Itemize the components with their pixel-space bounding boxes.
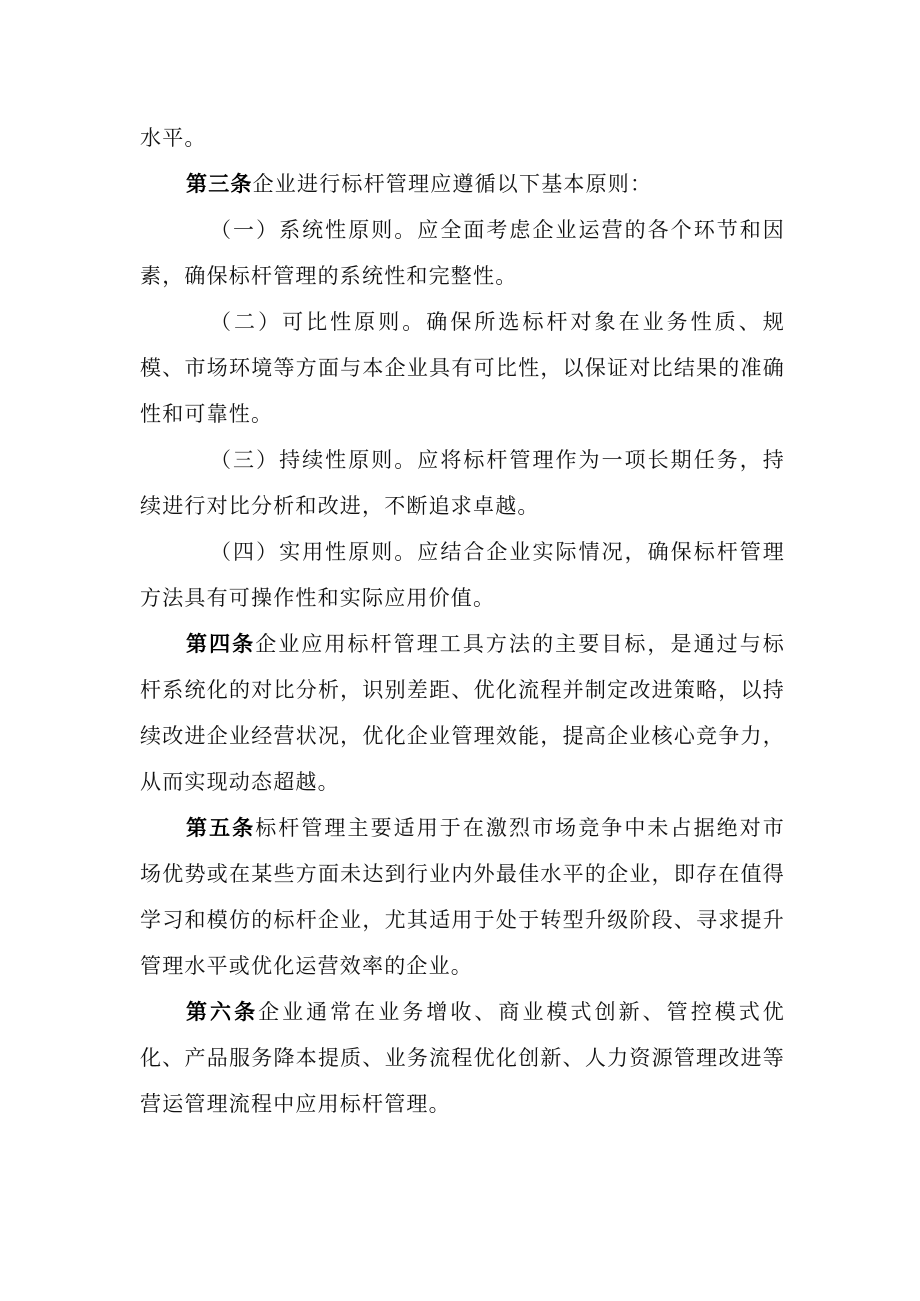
article-4	[140, 621, 785, 805]
principle-item-1: （一）系统性原则。应全面考虑企业运营的各个环节和因素，确保标杆管理的系统性和完整性。	[140, 218, 785, 288]
article-3-number: 第三条	[186, 172, 253, 196]
article-5-number: 第五条	[186, 816, 256, 840]
article-6-number: 第六条	[186, 1000, 259, 1024]
article-6-text: 企业通常在业务增收、商业模式创新、管控模式优化、产品服务降本提质、业务流程优化创新、人力资源管理改进等营运管理流程中应用标杆管理。	[140, 1000, 785, 1116]
principle-item-2: （二）可比性原则。确保所选标杆对象在业务性质、规模、市场环境等方面与本企业具有可比性，以保证对比结果的准确性和可靠性。	[140, 310, 785, 426]
article-5-text: 标杆管理主要适用于在激烈市场竞争中未占据绝对市场优势或在某些方面未达到行业内外最佳水平的企业，即存在值得学习和模仿的标杆企业，尤其适用于处于转型升级阶段、寻求提升管理水平或优化运营效率的企业。	[140, 816, 785, 978]
article-4-text: 企业应用标杆管理工具方法的主要目标，是通过与标杆系统化的对比分析，识别差距、优化流程并制定改进策略，以持续改进企业经营状况，优化企业管理效能，提高企业核心竞争力，从而实现动态超越。	[140, 632, 785, 794]
principle-item-3: （三）持续性原则。应将标杆管理作为一项长期任务，持续进行对比分析和改进，不断追求卓越。	[140, 448, 785, 518]
principle-item-4: （四）实用性原则。应结合企业实际情况，确保标杆管理方法具有可操作性和实际应用价值。	[140, 540, 785, 610]
article-6	[140, 989, 785, 1127]
document-body	[140, 115, 785, 1127]
article-5	[140, 805, 785, 989]
article-4-number: 第四条	[186, 632, 256, 656]
article-3	[140, 161, 785, 207]
paragraph-continuation: 水平。	[140, 126, 207, 150]
article-3-intro: 企业进行标杆管理应遵循以下基本原则：	[252, 172, 653, 196]
